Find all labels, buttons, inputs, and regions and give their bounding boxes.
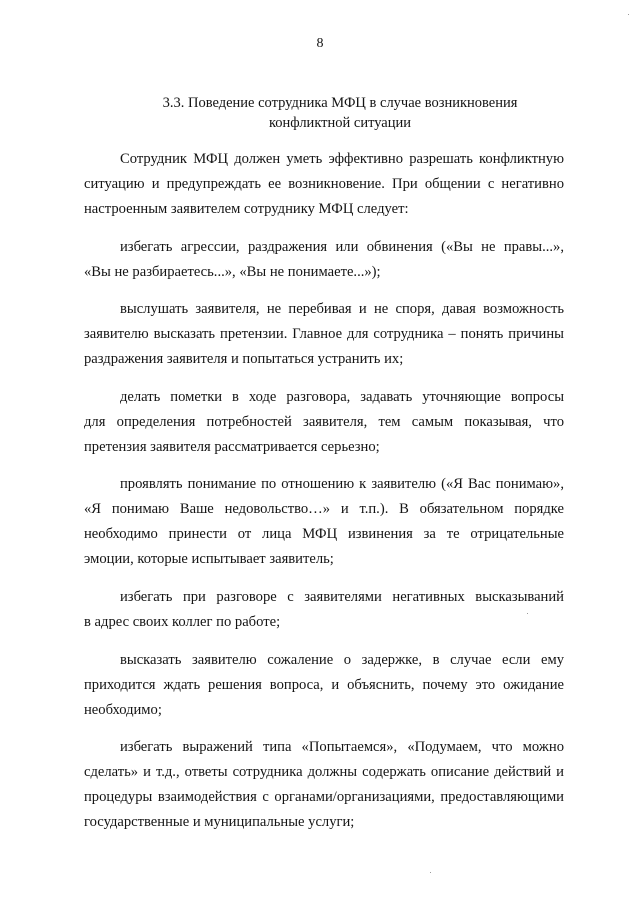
- text-line: «Вы не разбираетесь...», «Вы не понимаете...»);: [84, 263, 381, 280]
- section-heading-line-1: 3.3. Поведение сотрудника МФЦ в случае возникновения: [162, 95, 518, 111]
- text-line: государственные и муниципальные услуги;: [84, 814, 355, 831]
- text-line: избегать выражений типа «Попытаемся», «Подумаем, что можно: [120, 739, 564, 756]
- section-heading: [84, 93, 596, 133]
- scan-speck: [430, 872, 431, 873]
- text-line: в адрес своих коллег по работе;: [84, 613, 281, 630]
- text-line: для определения потребностей заявителя, тем самым показывая, что: [84, 413, 564, 430]
- list-item: [84, 648, 564, 723]
- text-line: сделать» и т.д., ответы сотрудника должны содержать описание действий и: [84, 764, 564, 781]
- text-line: делать пометки в ходе разговора, задавать уточняющие вопросы: [120, 388, 564, 405]
- text-line: приходится ждать решения вопроса, и объяснить, почему это ожидание: [84, 676, 564, 693]
- paragraph: [84, 147, 564, 222]
- text-line: избегать агрессии, раздражения или обвинения («Вы не правы...»,: [120, 238, 564, 255]
- scan-speck: [527, 613, 528, 614]
- text-line: выслушать заявителя, не перебивая и не споря, давая возможность: [120, 301, 564, 318]
- list-item: [84, 585, 564, 635]
- text-line: настроенным заявителем сотруднику МФЦ следует:: [84, 201, 409, 217]
- text-line: процедуры взаимодействия с органами/организациями, предоставляющими: [84, 789, 564, 806]
- text-line: проявлять понимание по отношению к заявителю («Я Вас понимаю»,: [120, 476, 564, 493]
- text-line: раздражения заявителя и попытаться устранить их;: [84, 351, 404, 368]
- text-line: необходимо принести от лица МФЦ извинения за те отрицательные: [84, 526, 564, 543]
- text-line: Сотрудник МФЦ должен уметь эффективно разрешать конфликтную: [120, 151, 564, 167]
- text-line: претензия заявителя рассматривается серьезно;: [84, 438, 380, 455]
- page-number: 8: [316, 36, 324, 51]
- text-line: «Я понимаю Ваше недовольство…» и т.п.). В обязательном порядке: [84, 501, 564, 518]
- list-item: [84, 297, 564, 372]
- text-line: заявителю высказать претензии. Главное для сотрудника – понять причины: [84, 326, 564, 343]
- list-item: [84, 735, 564, 835]
- text-line: высказать заявителю сожаление о задержке, в случае если ему: [120, 651, 564, 668]
- scan-speck: [628, 14, 629, 15]
- section-heading-line-2: конфликтной ситуации: [268, 115, 412, 131]
- text-line: необходимо;: [84, 701, 162, 718]
- list-item: [84, 235, 564, 285]
- document-body: [84, 147, 564, 848]
- list-item: [84, 385, 564, 460]
- text-line: избегать при разговоре с заявителями негативных высказываний: [120, 588, 564, 605]
- text-line: эмоции, которые испытывает заявитель;: [84, 551, 334, 568]
- list-item: [84, 472, 564, 572]
- text-line: ситуацию и предупреждать ее возникновение. При общении с негативно: [84, 176, 564, 192]
